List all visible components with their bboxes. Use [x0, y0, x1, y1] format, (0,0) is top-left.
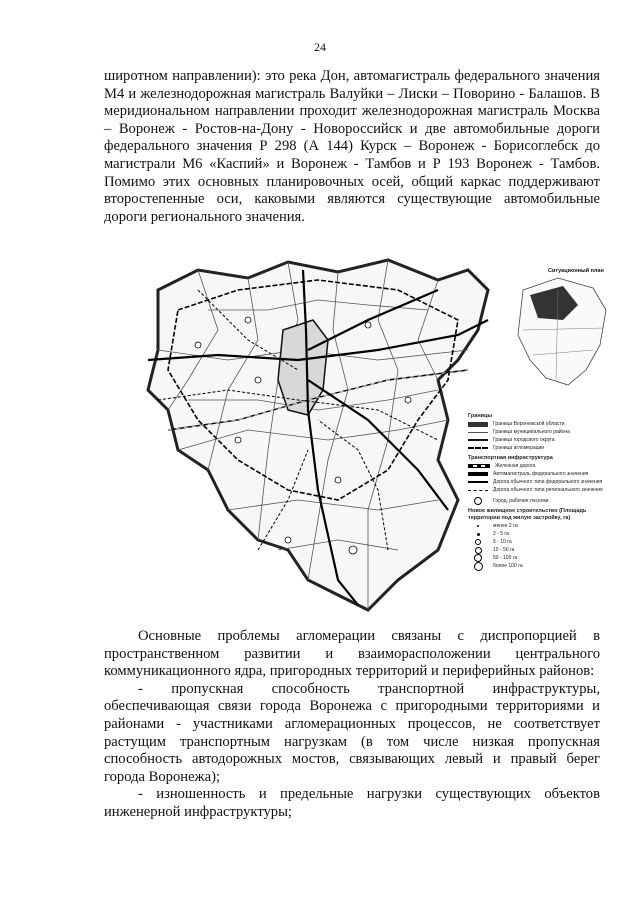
legend-borders-title: Границы [468, 413, 493, 419]
legend-item: Дорога обычного типа регионального значения [468, 486, 618, 494]
legend-item: Город, рабочие поселки [468, 497, 618, 505]
legend-item: 5 - 10 га [468, 538, 618, 546]
legend-item: более 100 га [468, 562, 618, 570]
legend-item: Дорога обычного типа федерального значения [468, 478, 618, 486]
legend-item: Граница городского округа [468, 436, 618, 444]
legend-item: Железная дорога [468, 462, 618, 470]
situational-plan-title: Ситуационный план [548, 268, 604, 274]
legend-housing-title: Новое жилищное строительство (Площадь территории под жилую застройку, га) [468, 508, 587, 521]
paragraph-intro: широтном направлении): это река Дон, автомагистраль федерального значения М4 и железнодорожная магистраль Валуйки – Лиски – Поворино - Балашов. В меридиональном направлении проходит железнодорожная магистраль Москва – Воронеж - Ростов-на-Дону - Новороссийск и две автомобильные дороги федерального значения Р 298 (А 144) Курск – Воронеж - Борисоглебск до магистрали М6 «Каспий» и Воронеж - Тамбов и Р 193 Воронеж - Тамбов. Помимо этих основных планировочных осей, общий каркас поддерживают второстепенные оси, каковыми являются существующие автомобильные дороги регионального значения. [104, 68, 600, 225]
legend-transport-title: Транспортная инфраструктура [468, 455, 553, 461]
legend-item: 50 - 100 га [468, 554, 618, 562]
paragraph-transport-capacity: - пропускная способность транспортной инфраструктуры, обеспечивающая связи города Воронежа с пригородными территориями и районами - участниками агломерационных процессов, не соответствует растущим транспортным нагрузкам (в том числе низкая пропускная способность автодорожных мостов, связывающих левый и правый берег города Воронежа); [104, 680, 600, 785]
legend-item: Граница Воронежской области [468, 420, 618, 428]
paragraph-infrastructure-wear: - изношенность и предельные нагрузки существующих объектов инженерной инфраструктуры; [104, 786, 600, 820]
paragraph-problems: Основные проблемы агломерации связаны с диспропорцией в пространственном развитии и взаиморасположении центрального коммуникационного ядра, пригородных территорий и периферийных районов: [104, 628, 600, 680]
legend-item: Автомагистраль федерального значения [468, 470, 618, 478]
legend-item: Граница муниципального района [468, 428, 618, 436]
legend-item: 10 - 50 га [468, 546, 618, 554]
legend-item: Граница агломерации [468, 444, 618, 452]
map-legend [468, 410, 618, 570]
page-number: 24 [314, 40, 326, 54]
legend-item: менее 2 га [468, 522, 618, 530]
legend-item: 2 - 5 га [468, 530, 618, 538]
body-text [104, 628, 600, 822]
